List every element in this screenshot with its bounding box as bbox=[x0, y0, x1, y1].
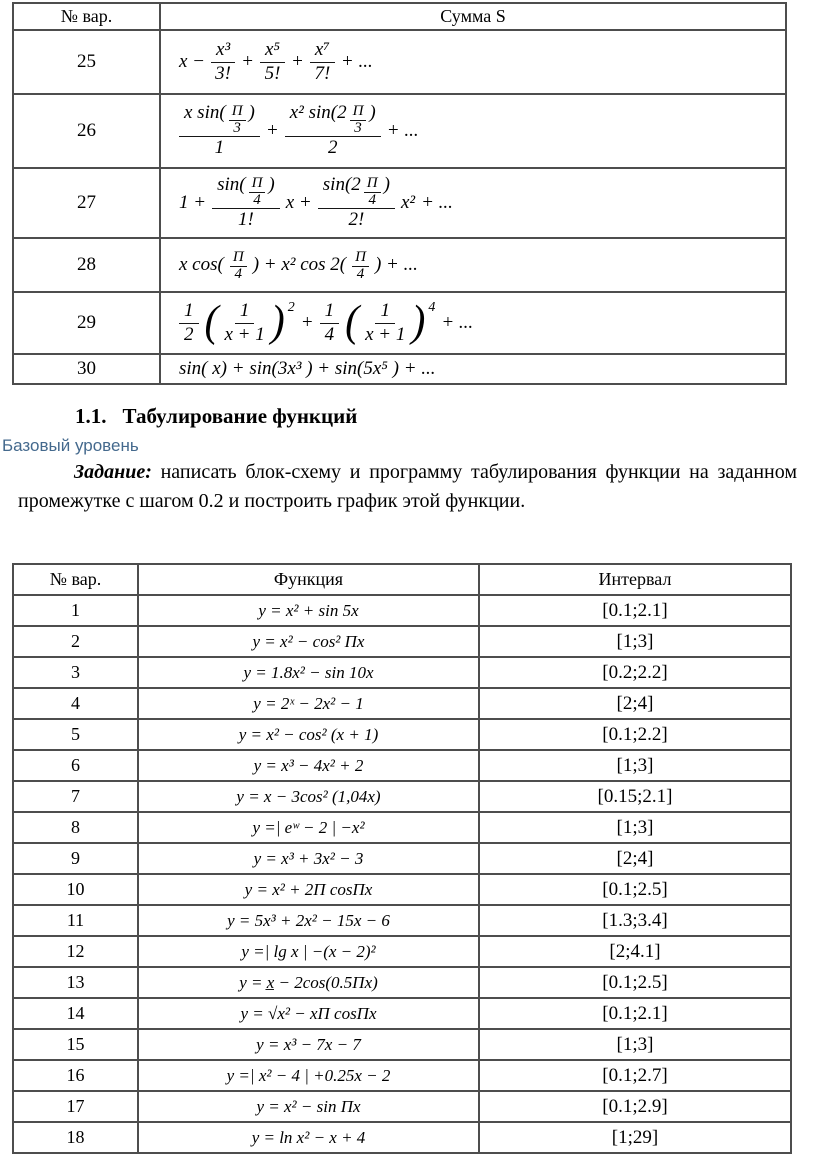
right-paren: ) bbox=[270, 298, 285, 347]
section-heading bbox=[75, 404, 357, 429]
fraction: $\frac{1}{2}$ bbox=[179, 301, 199, 346]
variant-number: 9 bbox=[13, 843, 138, 874]
function-formula: y = x̲ − 2cos(0.5Пx) bbox=[138, 967, 479, 998]
func-col-interval-header: Интервал bbox=[479, 564, 791, 595]
pi-over-4: П 4 bbox=[230, 250, 247, 283]
task-label: Задание: bbox=[74, 461, 152, 483]
fraction: $\frac{1}{x + 1}$ bbox=[365, 299, 406, 345]
function-formula: y = ln x² − x + 4 bbox=[138, 1122, 479, 1153]
table-row bbox=[13, 998, 791, 1029]
variant-number: 12 bbox=[13, 936, 138, 967]
formula-text: x cos( bbox=[179, 254, 224, 276]
interval: [1;3] bbox=[479, 626, 791, 657]
function-formula: y = 5x³ + 2x² − 15x − 6 bbox=[138, 905, 479, 936]
table-row bbox=[13, 1091, 791, 1122]
fraction: $\frac{\text{x⁵}}{5!}$ bbox=[260, 40, 285, 85]
table-row bbox=[13, 905, 791, 936]
sum-row-28 bbox=[13, 238, 786, 292]
table-row bbox=[13, 812, 791, 843]
formula-text: ) + ... bbox=[374, 254, 418, 276]
interval: [2;4] bbox=[479, 688, 791, 719]
series-formula-29 bbox=[179, 298, 781, 347]
formula-text: + bbox=[291, 51, 304, 73]
formula-text: + bbox=[241, 51, 254, 73]
pi-over-3: П 3 bbox=[350, 104, 367, 137]
interval: [0.1;2.1] bbox=[479, 595, 791, 626]
function-formula: y = x² + sin 5x bbox=[138, 595, 479, 626]
function-formula: y = x − 3cos² (1,04x) bbox=[138, 781, 479, 812]
interval: [0.1;2.9] bbox=[479, 1091, 791, 1122]
fraction: $\frac{\text{x³}}{3!}$ bbox=[211, 40, 235, 85]
variant-number: 15 bbox=[13, 1029, 138, 1060]
series-formula-27 bbox=[179, 175, 781, 231]
table-row bbox=[13, 843, 791, 874]
function-formula: y = 2ˣ − 2x² − 1 bbox=[138, 688, 479, 719]
sum-col-variant-header: № вар. bbox=[13, 3, 160, 30]
function-formula: y = x² − sin Пx bbox=[138, 1091, 479, 1122]
variant-number: 2 bbox=[13, 626, 138, 657]
pi-over-3: П 3 bbox=[229, 104, 246, 137]
table-row bbox=[13, 595, 791, 626]
table-row bbox=[13, 1060, 791, 1091]
interval: [1;3] bbox=[479, 750, 791, 781]
function-formula: y = x³ − 7x − 7 bbox=[138, 1029, 479, 1060]
sum-row-26 bbox=[13, 94, 786, 168]
variant-number: 26 bbox=[13, 94, 160, 168]
variant-number: 27 bbox=[13, 168, 160, 238]
series-formula-25 bbox=[179, 40, 781, 85]
fraction: sin( П 4 ) 1! bbox=[212, 175, 280, 231]
func-col-function-header: Функция bbox=[138, 564, 479, 595]
variant-number: 11 bbox=[13, 905, 138, 936]
level-label: Базовый уровень bbox=[2, 436, 139, 455]
table-row bbox=[13, 688, 791, 719]
variant-number: 14 bbox=[13, 998, 138, 1029]
table-row bbox=[13, 719, 791, 750]
table-row bbox=[13, 657, 791, 688]
pi-over-4: П 4 bbox=[249, 176, 266, 209]
fraction: x sin( П 3 ) 1 bbox=[179, 103, 260, 159]
function-formula: y =| lg x | −(x − 2)² bbox=[138, 936, 479, 967]
interval: [2;4] bbox=[479, 843, 791, 874]
function-formula: y =| eʷ − 2 | −x² bbox=[138, 812, 479, 843]
pi-over-4: П 4 bbox=[352, 250, 369, 283]
right-paren: ) bbox=[411, 298, 426, 347]
formula-text: + ... bbox=[421, 192, 453, 214]
interval: [1;29] bbox=[479, 1122, 791, 1153]
table-row bbox=[13, 781, 791, 812]
table-row bbox=[13, 874, 791, 905]
variant-number: 30 bbox=[13, 354, 160, 384]
series-formula-28 bbox=[179, 249, 781, 282]
function-formula: y = x² − cos² Пx bbox=[138, 626, 479, 657]
series-formula-26 bbox=[179, 103, 781, 159]
left-paren: ( bbox=[345, 298, 360, 347]
variant-number: 4 bbox=[13, 688, 138, 719]
formula-text: 1 + bbox=[179, 192, 207, 214]
variant-number: 28 bbox=[13, 238, 160, 292]
task-text: написать блок-схему и программу табулирования функции на заданном промежутке с шагом 0.2 и построить график этой функции. bbox=[18, 461, 797, 512]
interval: [0.1;2.7] bbox=[479, 1060, 791, 1091]
series-formula-30 bbox=[179, 358, 781, 380]
variant-number: 16 bbox=[13, 1060, 138, 1091]
fraction: $\frac{1}{4}$ bbox=[320, 301, 340, 346]
func-col-variant-header: № вар. bbox=[13, 564, 138, 595]
sum-series-table bbox=[12, 2, 787, 385]
table-row bbox=[13, 967, 791, 998]
variant-number: 25 bbox=[13, 30, 160, 94]
sum-row-30 bbox=[13, 354, 786, 384]
interval: [0.1;2.5] bbox=[479, 874, 791, 905]
interval: [0.2;2.2] bbox=[479, 657, 791, 688]
table-row bbox=[13, 626, 791, 657]
function-formula: y = x³ + 3x² − 3 bbox=[138, 843, 479, 874]
variant-number: 18 bbox=[13, 1122, 138, 1153]
formula-text: + ... bbox=[441, 312, 474, 334]
interval: [0.15;2.1] bbox=[479, 781, 791, 812]
function-formula: y = √x² − xП cosПx bbox=[138, 998, 479, 1029]
exponent: 2 bbox=[287, 299, 295, 315]
formula-text: + bbox=[265, 120, 279, 142]
table-row bbox=[13, 1029, 791, 1060]
section-title: Табулирование функций bbox=[122, 404, 358, 428]
variant-number: 5 bbox=[13, 719, 138, 750]
formula-text: + ... bbox=[340, 51, 373, 73]
task-paragraph bbox=[18, 458, 797, 516]
sum-table-header-row bbox=[13, 3, 786, 30]
table-row bbox=[13, 936, 791, 967]
interval: [0.1;2.5] bbox=[479, 967, 791, 998]
function-formula: y = x³ − 4x² + 2 bbox=[138, 750, 479, 781]
sum-row-27 bbox=[13, 168, 786, 238]
interval: [2;4.1] bbox=[479, 936, 791, 967]
variant-number: 29 bbox=[13, 292, 160, 354]
formula-text: x − bbox=[179, 51, 206, 73]
interval: [0.1;2.1] bbox=[479, 998, 791, 1029]
sum-row-25 bbox=[13, 30, 786, 94]
fraction: $\frac{1}{x + 1}$ bbox=[224, 299, 265, 345]
function-formula: y = x² + 2П cosПx bbox=[138, 874, 479, 905]
fraction: $\frac{\text{x⁷}}{7!}$ bbox=[310, 40, 335, 85]
function-formula: y = 1.8x² − sin 10x bbox=[138, 657, 479, 688]
variant-number: 7 bbox=[13, 781, 138, 812]
function-formula: y =| x² − 4 | +0.25x − 2 bbox=[138, 1060, 479, 1091]
variant-number: 8 bbox=[13, 812, 138, 843]
function-formula: y = x² − cos² (x + 1) bbox=[138, 719, 479, 750]
fraction: x² sin(2 П 3 ) 2 bbox=[285, 103, 381, 159]
pi-over-4: П 4 bbox=[364, 176, 381, 209]
variant-number: 13 bbox=[13, 967, 138, 998]
variant-number: 17 bbox=[13, 1091, 138, 1122]
function-table-header-row bbox=[13, 564, 791, 595]
table-row bbox=[13, 1122, 791, 1153]
interval: [1;3] bbox=[479, 812, 791, 843]
table-row bbox=[13, 750, 791, 781]
sum-col-sum-header: Сумма S bbox=[160, 3, 786, 30]
variant-number: 1 bbox=[13, 595, 138, 626]
formula-text: sin( x) + sin(3x³ ) + sin(5x⁵ ) + ... bbox=[179, 358, 436, 380]
function-table bbox=[12, 563, 792, 1154]
sum-row-29 bbox=[13, 292, 786, 354]
section-number: 1.1. bbox=[75, 404, 107, 428]
interval: [0.1;2.2] bbox=[479, 719, 791, 750]
exponent: 4 bbox=[428, 299, 436, 315]
formula-text: x + bbox=[285, 192, 312, 214]
left-paren: ( bbox=[204, 298, 219, 347]
interval: [1.3;3.4] bbox=[479, 905, 791, 936]
fraction: sin(2 П 4 ) 2! bbox=[318, 175, 395, 231]
variant-number: 3 bbox=[13, 657, 138, 688]
variant-number: 6 bbox=[13, 750, 138, 781]
interval: [1;3] bbox=[479, 1029, 791, 1060]
formula-text: + ... bbox=[386, 120, 419, 142]
formula-text: + bbox=[300, 312, 314, 334]
formula-text: ) + x² cos 2( bbox=[252, 254, 347, 276]
formula-text: x² bbox=[400, 192, 416, 214]
variant-number: 10 bbox=[13, 874, 138, 905]
